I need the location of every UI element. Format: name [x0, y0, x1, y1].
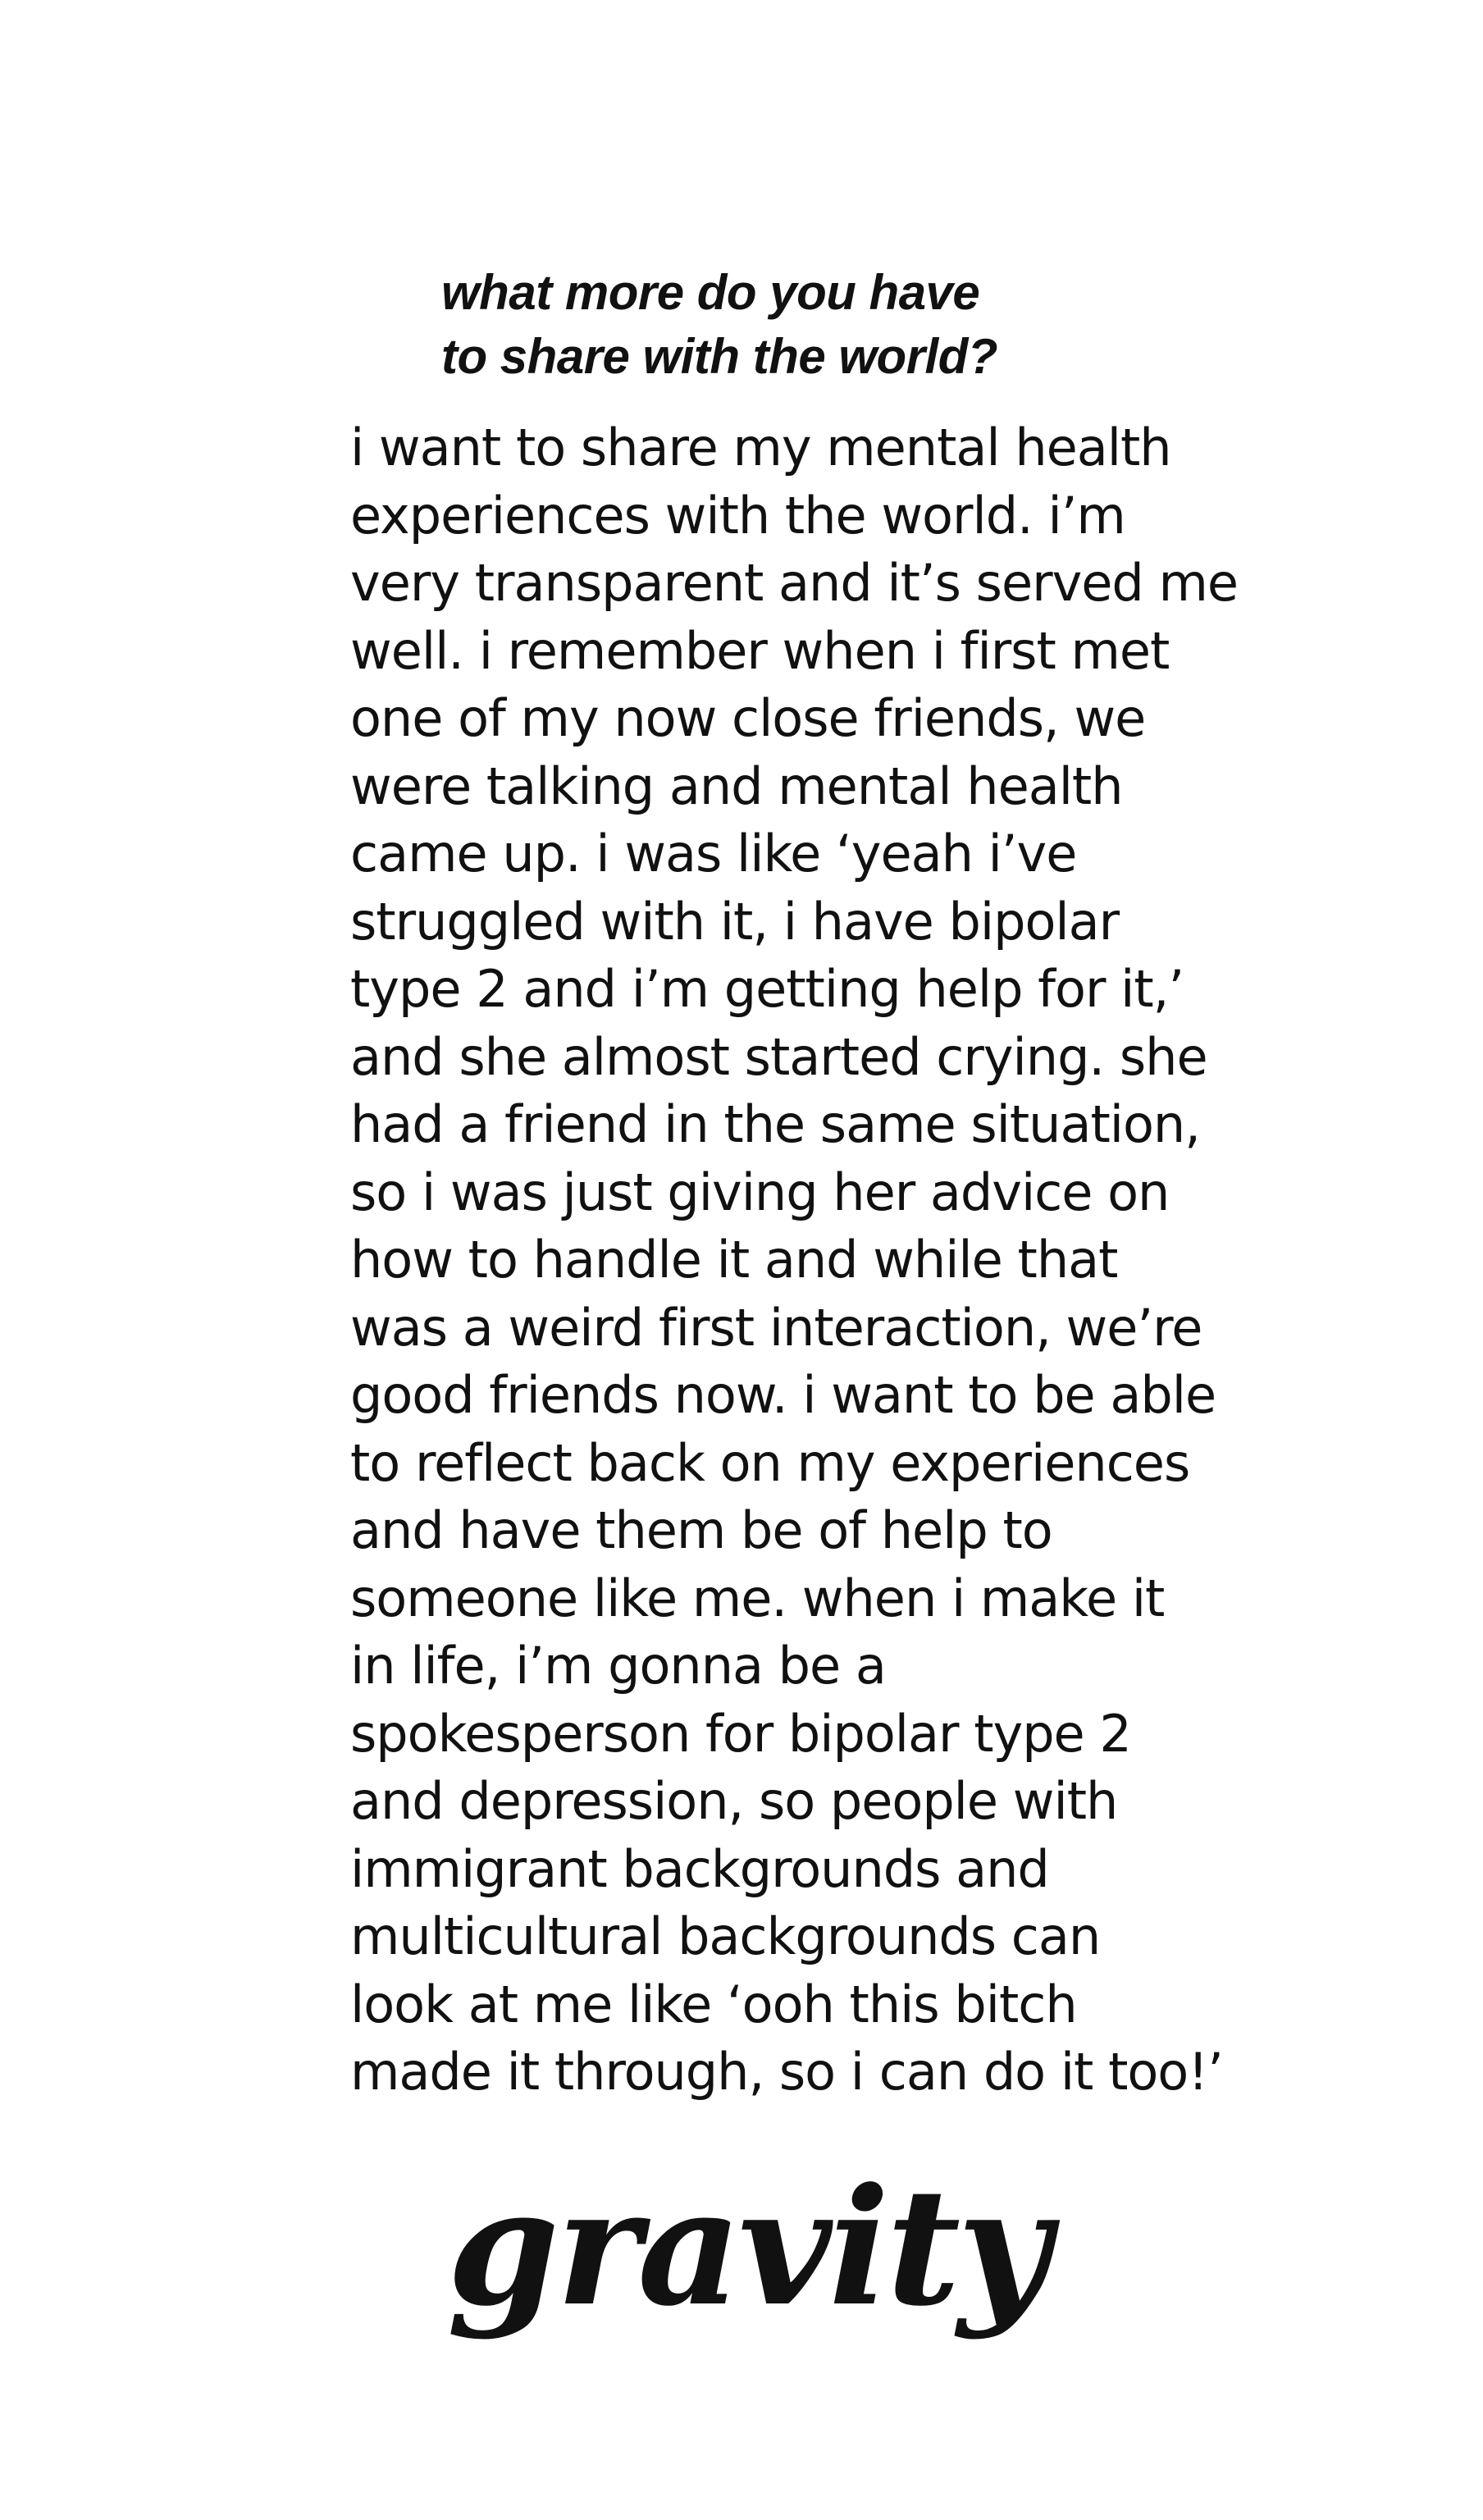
answer-line: and depression, so people with — [350, 1771, 1118, 1831]
answer-line: spokesperson for bipolar type 2 — [350, 1703, 1131, 1764]
answer-line: good friends now. i want to be able — [350, 1365, 1216, 1425]
answer-line: how to handle it and while that — [350, 1230, 1118, 1290]
answer-line: one of my now close friends, we — [350, 688, 1146, 748]
answer-line: experiences with the world. i’m — [350, 485, 1125, 546]
page-title: gravity — [446, 2153, 1048, 2342]
answer-line: and she almost started crying. she — [350, 1026, 1207, 1087]
answer-line: in life, i’m gonna be a — [350, 1636, 886, 1696]
answer-line: was a weird first interaction, we’re — [350, 1297, 1202, 1358]
question-line: what more do you have — [441, 265, 980, 320]
answer-line: i want to share my mental health — [350, 418, 1171, 477]
answer-line: and have them be of help to — [350, 1500, 1052, 1560]
answer-line: well. i remember when i first met — [350, 620, 1170, 681]
answer-line: struggled with it, i have bipolar — [350, 891, 1120, 952]
answer-line: had a friend in the same situation, — [350, 1094, 1200, 1154]
answer-line: immigrant backgrounds and — [350, 1838, 1049, 1899]
answer-line: were talking and mental health — [350, 756, 1123, 816]
answer-line: so i was just giving her advice on — [350, 1162, 1170, 1222]
answer-line: look at me like ‘ooh this bitch — [350, 1974, 1077, 2034]
answer-line: made it through, so i can do it too!’ — [350, 2042, 1223, 2102]
answer-line: someone like me. when i make it — [350, 1568, 1165, 1628]
answer-line: to reflect back on my experiences — [350, 1432, 1190, 1493]
answer-body — [350, 414, 1335, 2107]
question-line: to share with the world? — [441, 329, 998, 384]
question-heading — [441, 261, 1180, 389]
answer-line: multicultural backgrounds can — [350, 1906, 1101, 1966]
answer-line: came up. i was like ‘yeah i’ve — [350, 824, 1077, 883]
answer-line: very transparent and it’s served me — [350, 553, 1239, 613]
answer-line: type 2 and i’m getting help for it,’ — [350, 959, 1184, 1019]
